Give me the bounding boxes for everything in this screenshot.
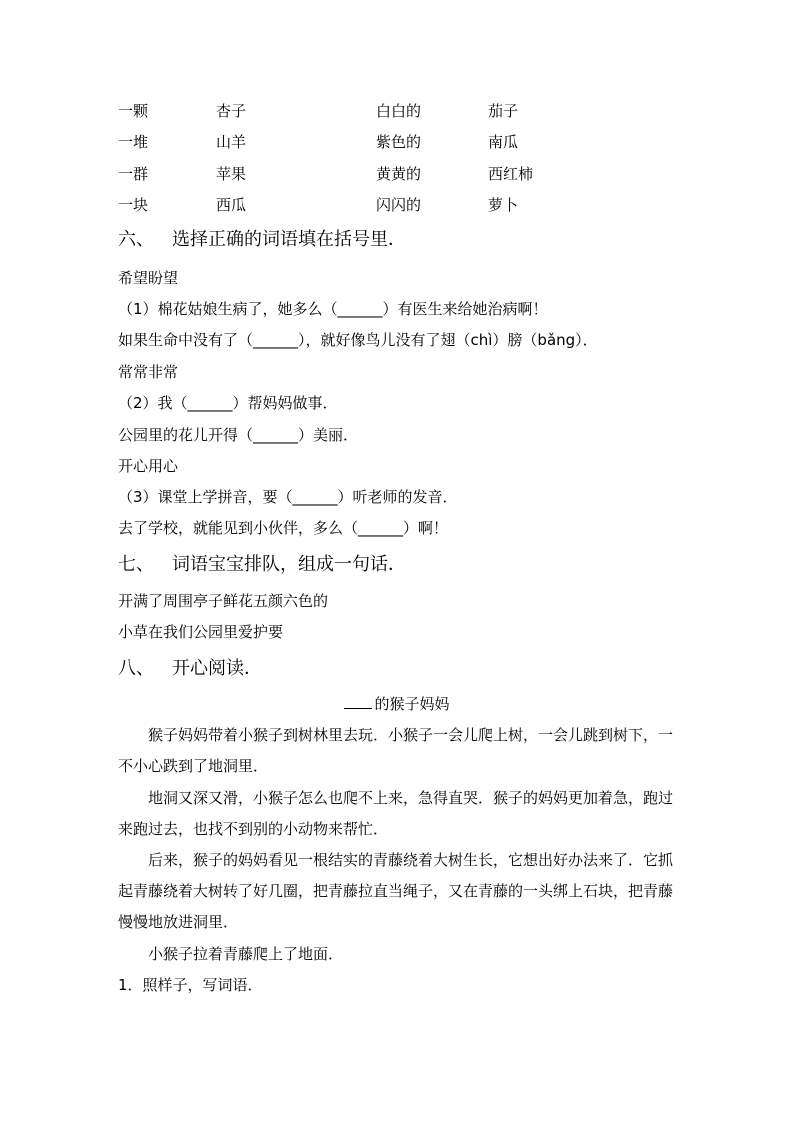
fill-sentence: 如果生命中没有了（______），就好像鸟儿没有了翅（chì）膀（bǎng）． bbox=[118, 331, 598, 349]
fill-sentence: （1）棉花姑娘生病了，她多么（______）有医生来给她治病啊！ bbox=[118, 300, 548, 318]
match-cell: 西红柿 bbox=[488, 165, 534, 183]
fill-sentence: （2）我（______）帮妈妈做事． bbox=[118, 394, 338, 412]
word-jumble-line: 开满了周围亭子鲜花五颜六色的 bbox=[118, 592, 329, 610]
match-cell: 一群 bbox=[118, 165, 149, 183]
section-7-title: 词语宝宝排队，组成一句话． bbox=[172, 554, 406, 575]
word-pair: 开心用心 bbox=[118, 457, 179, 475]
fill-sentence: （3）课堂上学拼音，要（______）听老师的发音． bbox=[118, 488, 458, 506]
match-cell: 苹果 bbox=[216, 165, 247, 183]
word-jumble-line: 小草在我们公园里爱护要 bbox=[118, 623, 284, 641]
match-cell: 西瓜 bbox=[216, 196, 247, 214]
fill-sentence: 公园里的花儿开得（______）美丽． bbox=[118, 426, 359, 444]
section-7-heading bbox=[118, 553, 406, 577]
match-cell: 杏子 bbox=[216, 102, 247, 120]
section-6-number: 六、 bbox=[118, 229, 154, 250]
word-pair: 希望盼望 bbox=[118, 269, 179, 287]
section-8-title: 开心阅读． bbox=[172, 658, 262, 679]
match-cell: 一块 bbox=[118, 196, 149, 214]
match-cell: 茄子 bbox=[488, 102, 519, 120]
story-title-text: 的猴子妈妈 bbox=[374, 695, 450, 713]
section-8-heading bbox=[118, 657, 262, 681]
question-1: 1．照样子，写词语． bbox=[118, 976, 263, 994]
story-paragraph: 后来，猴子的妈妈看见一根结实的青藤绕着大树生长，它想出好办法来了．它抓起青藤绕着大树转了好几圈，把青藤拉直当绳子，又在青藤的一头绑上石块，把青藤慢慢地放进洞里． bbox=[118, 851, 674, 931]
match-cell: 萝卜 bbox=[488, 196, 519, 214]
fill-sentence: 去了学校，就能见到小伙伴，多么（______）啊！ bbox=[118, 519, 449, 537]
match-cell: 紫色的 bbox=[376, 133, 422, 151]
story-title bbox=[0, 694, 794, 714]
story-paragraph: 地洞又深又滑，小猴子怎么也爬不上来，急得直哭．猴子的妈妈更加着急，跑过来跑过去，也找不到别的小动物来帮忙． bbox=[118, 789, 674, 838]
story-paragraph: 猴子妈妈带着小猴子到树林里去玩．小猴子一会儿爬上树，一会儿跳到树下，一不小心跌到了地洞里． bbox=[118, 726, 674, 775]
story-paragraph: 小猴子拉着青藤爬上了地面． bbox=[148, 945, 344, 963]
match-cell: 一颗 bbox=[118, 102, 149, 120]
match-cell: 南瓜 bbox=[488, 133, 519, 151]
word-pair: 常常非常 bbox=[118, 363, 179, 381]
section-6-title: 选择正确的词语填在括号里． bbox=[172, 229, 406, 250]
section-6-heading bbox=[118, 228, 406, 252]
match-cell: 一堆 bbox=[118, 133, 149, 151]
title-blank[interactable] bbox=[344, 694, 372, 709]
match-cell: 黄黄的 bbox=[376, 165, 422, 183]
match-cell: 白白的 bbox=[376, 102, 422, 120]
section-7-number: 七、 bbox=[118, 554, 154, 575]
match-cell: 山羊 bbox=[216, 133, 247, 151]
section-8-number: 八、 bbox=[118, 658, 154, 679]
match-cell: 闪闪的 bbox=[376, 196, 422, 214]
